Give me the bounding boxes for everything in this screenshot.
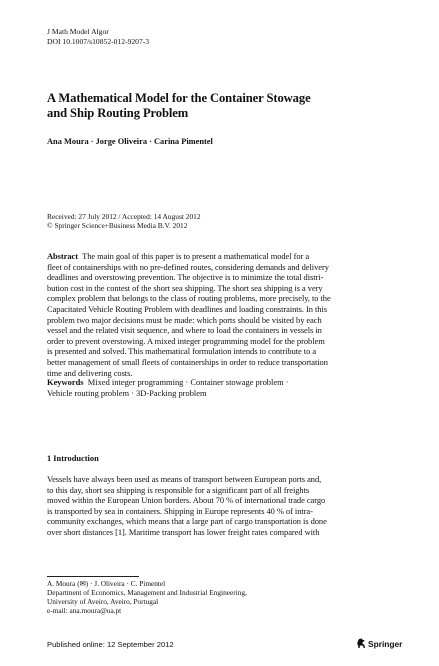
section-heading: 1 Introduction <box>47 454 99 463</box>
body-line: Vessels have always been used as means of transport between European ports and, <box>47 474 322 484</box>
keywords <box>47 377 392 398</box>
body-line: community exchanges, which means that a large part of cargo transportation is done <box>47 516 327 527</box>
journal-header <box>47 27 149 46</box>
footnote-department: Department of Economics, Management and Industrial Engineering, <box>47 587 247 597</box>
abstract <box>47 251 392 378</box>
abstract-line: vessel and the related visit sequence, and where to load the containers in vessels in <box>47 325 322 336</box>
footnote-email[interactable]: e-mail: ana.moura@ua.pt <box>47 605 122 615</box>
abstract-line: complex problem that belongs to the class of routing problems, more precisely, to the <box>47 293 331 304</box>
keywords-label: Keywords <box>47 377 84 387</box>
abstract-line: bution cost in the contest of the short sea shipping. The short sea shipping is a very <box>47 282 323 293</box>
introduction-text <box>47 474 392 538</box>
body-line: to this day, short sea shipping is responsible for a significant part of all freights <box>47 484 310 495</box>
paper-title <box>47 91 387 120</box>
abstract-line <box>47 251 392 262</box>
publisher-name: Springer <box>368 638 403 649</box>
journal-name: J Math Model Algor <box>47 27 109 36</box>
abstract-line: is presented and solved. This mathematical formulation intends to contribute to a <box>47 346 317 357</box>
received-accepted: Received: 27 July 2012 / Accepted: 14 August 2012 <box>47 212 201 221</box>
title-line-2: and Ship Routing Problem <box>47 105 189 120</box>
body-line: is transported by sea in containers. Shipping in Europe represents 40 % of intra- <box>47 505 313 516</box>
keywords-line: Vehicle routing problem · 3D-Packing problem <box>47 387 207 398</box>
abstract-line: fleet of containerships with no pre-defined routes, considering demands and delivery <box>47 261 329 272</box>
abstract-text: The main goal of this paper is to present a mathematical model for a <box>82 251 310 261</box>
publisher-logo <box>356 638 402 649</box>
publication-dates <box>47 212 201 230</box>
keywords-line <box>47 377 392 388</box>
keywords-text: Mixed integer programming · Container stowage problem · <box>87 377 289 387</box>
author-affiliation-footnote <box>47 580 247 616</box>
body-line: over short distances [1]. Maritime transport has lower freight rates compared with <box>47 526 320 537</box>
body-line: moved within the European Union borders. About 70 % of international trade cargo <box>47 495 326 506</box>
title-line-1: A Mathematical Model for the Container Stowage <box>47 91 311 105</box>
footnote-divider <box>47 576 139 577</box>
footnote-authors: A. Moura (✉) · J. Oliveira · C. Pimentel <box>47 579 166 588</box>
abstract-label: Abstract <box>47 251 78 261</box>
springer-horse-icon <box>356 638 366 649</box>
published-online: Published online: 12 September 2012 <box>47 640 174 649</box>
footnote-university: University of Aveiro, Aveiro, Portugal <box>47 596 159 606</box>
abstract-line: time and delivering costs. <box>47 367 133 378</box>
author-list: Ana Moura · Jorge Oliveira · Carina Pimentel <box>47 137 213 146</box>
abstract-line: better management of small fleets of containerships in order to reduce transportation <box>47 356 328 367</box>
abstract-line: problem two major decisions must be made: which ports should be visited by each <box>47 314 322 325</box>
abstract-line: Capacitated Vehicle Routing Problem with deadlines and loading constraints. In this <box>47 303 327 314</box>
abstract-line: deadlines and overstowing prevention. The objective is to minimize the total distri- <box>47 272 324 283</box>
abstract-line: order to prevent overstowing. A mixed integer programming model for the problem <box>47 335 325 346</box>
doi[interactable]: DOI 10.1007/s10852-012-9207-3 <box>47 36 150 46</box>
copyright: © Springer Science+Business Media B.V. 2012 <box>47 221 188 231</box>
